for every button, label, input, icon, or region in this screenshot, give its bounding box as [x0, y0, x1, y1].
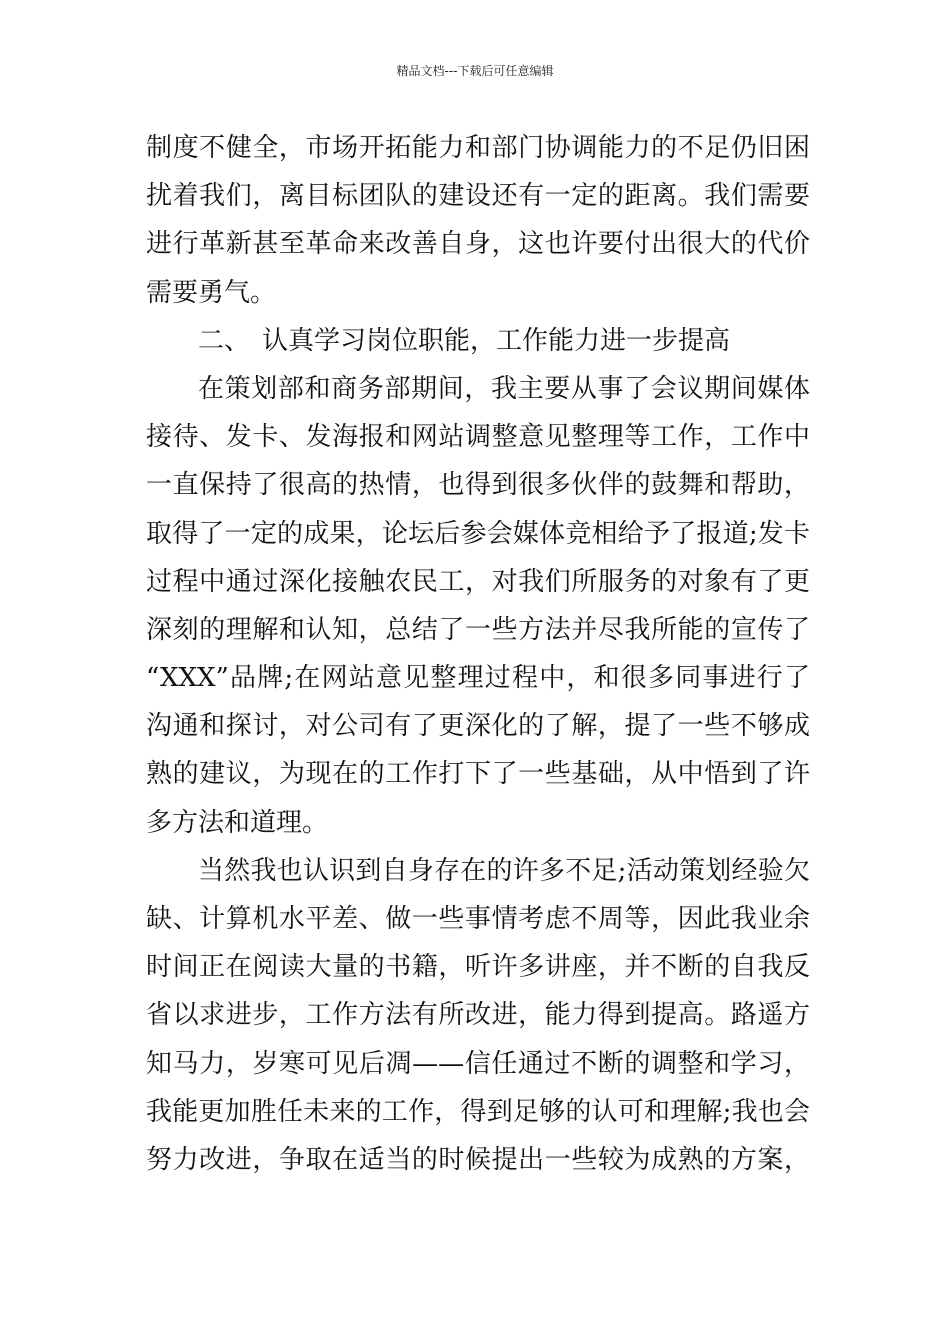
text-line: 过程中通过深化接触农民工，对我们所服务的对象有了更 [146, 566, 810, 597]
text-line: 我能更加胜任未来的工作，得到足够的认可和理解;我也会 [146, 1096, 810, 1127]
text-line: 省以求进步，工作方法有所改进，能力得到提高。路遥方 [146, 1000, 810, 1031]
text-line: 熟的建议，为现在的工作打下了一些基础，从中悟到了许 [146, 759, 810, 790]
text-line: 深刻的理解和认知，总结了一些方法并尽我所能的宣传了 [146, 614, 810, 645]
text-line: 缺、计算机水平差、做一些事情考虑不周等，因此我业余 [146, 904, 810, 934]
document-body [146, 124, 810, 1184]
text-line: 进行革新甚至革命来改善自身，这也许要付出很大的代价 [146, 229, 810, 260]
text-line: 时间正在阅读大量的书籍，听许多讲座，并不断的自我反 [146, 952, 810, 983]
section-heading [146, 317, 810, 365]
text-line: 多方法和道理。 [146, 807, 329, 838]
text-line: 努力改进，争取在适当的时候提出一些较为成熟的方案， [146, 1144, 810, 1175]
section-number: 二、 [198, 325, 251, 356]
header-text: 精品文档---下载后可任意编辑 [396, 64, 554, 78]
text-line: 取得了一定的成果，论坛后参会媒体竞相给予了报道;发卡 [146, 518, 810, 549]
text-line: 知马力，岁寒可见后凋——信任通过不断的调整和学习， [146, 1048, 810, 1079]
section-title: 认真学习岗位职能，工作能力进一步提高 [262, 325, 731, 356]
text-line: 制度不健全，市场开拓能力和部门协调能力的不足仍旧困 [146, 133, 810, 163]
text-line: 一直保持了很高的热情，也得到很多伙伴的鼓舞和帮助， [146, 470, 810, 501]
text-line: 需要勇气。 [146, 277, 277, 308]
text-line: 扰着我们，离目标团队的建设还有一定的距离。我们需要 [146, 181, 810, 212]
text-line: 在策划部和商务部期间，我主要从事了会议期间媒体 [198, 373, 810, 404]
text-line: 当然我也认识到自身存在的许多不足;活动策划经验欠 [198, 855, 810, 886]
page-header [0, 63, 950, 79]
text-line: “XXX”品牌;在网站意见整理过程中，和很多同事进行了 [146, 663, 810, 694]
text-line: 沟通和探讨，对公司有了更深化的了解，提了一些不够成 [146, 711, 810, 742]
text-line: 接待、发卡、发海报和网站调整意见整理等工作，工作中 [146, 422, 810, 453]
